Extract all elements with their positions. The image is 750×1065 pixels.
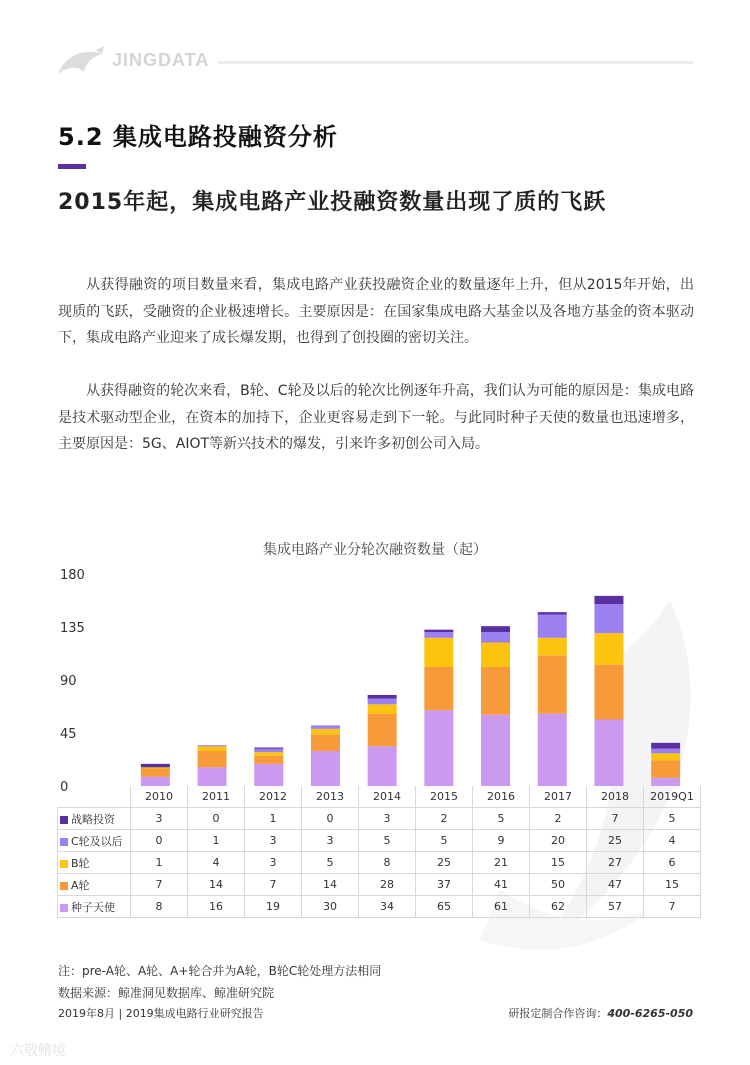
- bar-segment: [651, 760, 680, 778]
- bar-segment: [538, 615, 567, 638]
- bar-segment: [424, 632, 453, 638]
- table-cell: 8: [359, 852, 416, 874]
- bar-segment: [254, 748, 283, 749]
- table-row: [58, 808, 701, 830]
- table-cell: 4: [188, 852, 245, 874]
- table-cell: 65: [416, 896, 473, 918]
- y-tick-label: 180: [60, 568, 85, 583]
- legend-label-cell: [58, 896, 131, 918]
- bar-segment: [368, 714, 397, 747]
- bar-segment: [254, 752, 283, 756]
- table-cell: 47: [587, 874, 644, 896]
- bar-segment: [311, 751, 340, 786]
- section-title: 5.2 集成电路投融资分析: [58, 123, 338, 151]
- table-cell: 8: [131, 896, 188, 918]
- bar-segment: [481, 667, 510, 715]
- chart-note: 注：pre-A轮、A轮、A+轮合并为A轮，B轮C轮处理方法相同: [58, 964, 382, 978]
- bar-segment: [141, 769, 170, 777]
- table-header-cell: 2017: [530, 786, 587, 808]
- bar-segment: [198, 751, 227, 767]
- bar-segment: [594, 720, 623, 787]
- table-header-cell: 2013: [302, 786, 359, 808]
- bar-segment: [368, 746, 397, 786]
- bar-segment: [141, 767, 170, 768]
- table-cell: 57: [587, 896, 644, 918]
- bar-segment: [254, 749, 283, 753]
- table-cell: 7: [245, 874, 302, 896]
- legend-name: B轮: [71, 856, 90, 870]
- table-cell: 0: [302, 808, 359, 830]
- legend-label-cell: [58, 852, 131, 874]
- table-cell: 0: [188, 808, 245, 830]
- table-cell: 5: [302, 852, 359, 874]
- table-cell: 28: [359, 874, 416, 896]
- table-cell: 2: [530, 808, 587, 830]
- table-cell: 7: [131, 874, 188, 896]
- bar-segment: [481, 626, 510, 632]
- table-header-cell: 2011: [188, 786, 245, 808]
- table-header-cell: 2014: [359, 786, 416, 808]
- table-cell: 5: [473, 808, 530, 830]
- bar-segment: [424, 710, 453, 786]
- bar-segment: [538, 612, 567, 614]
- bar-segment: [424, 638, 453, 667]
- table-cell: 9: [473, 830, 530, 852]
- legend-name: 种子天使: [71, 900, 115, 914]
- table-cell: 14: [302, 874, 359, 896]
- table-cell: 5: [416, 830, 473, 852]
- table-cell: 25: [416, 852, 473, 874]
- y-tick-label: 45: [60, 727, 77, 742]
- table-cell: 7: [644, 896, 701, 918]
- table-header-cell: 2016: [473, 786, 530, 808]
- legend-name: 战略投资: [71, 812, 115, 826]
- legend-label-cell: [58, 874, 131, 896]
- table-cell: 25: [587, 830, 644, 852]
- table-cell: 37: [416, 874, 473, 896]
- table-row: [58, 830, 701, 852]
- bar-segment: [198, 745, 227, 746]
- bar-segment: [651, 743, 680, 749]
- bar-segment: [254, 764, 283, 786]
- table-header-cell: 2010: [131, 786, 188, 808]
- table-cell: 41: [473, 874, 530, 896]
- bar-segment: [651, 753, 680, 760]
- legend-swatch: [60, 904, 68, 912]
- legend-swatch: [60, 860, 68, 868]
- table-cell: 1: [188, 830, 245, 852]
- table-cell: 34: [359, 896, 416, 918]
- bar-segment: [141, 764, 170, 768]
- bar-segment: [651, 778, 680, 786]
- table-header-cell: 2018: [587, 786, 644, 808]
- table-cell: 15: [644, 874, 701, 896]
- table-cell: 3: [359, 808, 416, 830]
- legend-swatch: [60, 882, 68, 890]
- bar-segment: [481, 632, 510, 643]
- table-cell: 27: [587, 852, 644, 874]
- bar-segment: [424, 630, 453, 632]
- table-cell: 1: [131, 852, 188, 874]
- bar-segment: [368, 699, 397, 705]
- bar-segment: [198, 767, 227, 786]
- footer-date-title: 2019年8月 | 2019集成电路行业研究报告: [58, 1007, 264, 1020]
- bar-segment: [538, 655, 567, 713]
- table-header-cell: 2015: [416, 786, 473, 808]
- footer-phone: 400-6265-050: [607, 1007, 693, 1020]
- table-cell: 20: [530, 830, 587, 852]
- table-cell: 62: [530, 896, 587, 918]
- y-tick-label: 135: [60, 621, 85, 636]
- bar-segment: [594, 604, 623, 633]
- table-cell: 5: [359, 830, 416, 852]
- table-header-cell: 2012: [245, 786, 302, 808]
- table-cell: 15: [530, 852, 587, 874]
- table-cell: 0: [131, 830, 188, 852]
- table-cell: 2: [416, 808, 473, 830]
- y-tick-label: 90: [60, 674, 77, 689]
- table-cell: 14: [188, 874, 245, 896]
- table-row: [58, 896, 701, 918]
- table-cell: 4: [644, 830, 701, 852]
- chart-title: 集成电路产业分轮次融资数量（起）: [263, 542, 487, 558]
- legend-swatch: [60, 838, 68, 846]
- bar-segment: [311, 725, 340, 729]
- table-cell: 30: [302, 896, 359, 918]
- bar-segment: [481, 643, 510, 668]
- paragraph-2: 从获得融资的轮次来看，B轮、C轮及以后的轮次比例逐年升高，我们认为可能的原因是：集成电路是技术驱动型企业，在资本的加持下，企业更容易走到下一轮。与此同时种子天使的数量也迅速增多，主要原因是：5G、AIOT等新兴技术的爆发，引来许多初创公司入局。: [58, 383, 694, 452]
- table-cell: 3: [302, 830, 359, 852]
- bar-segment: [594, 596, 623, 604]
- bar-segment: [254, 756, 283, 764]
- bar-segment: [141, 777, 170, 786]
- bar-segment: [311, 735, 340, 751]
- footer-contact-label: 研报定制合作咨询：: [508, 1007, 608, 1020]
- table-cell: 3: [245, 852, 302, 874]
- table-header-cell: 2019Q1: [644, 786, 701, 808]
- legend-name: A轮: [71, 878, 90, 892]
- table-cell: 16: [188, 896, 245, 918]
- legend-label-cell: [58, 808, 131, 830]
- page-subtitle: 2015年起，集成电路产业投融资数量出现了质的飞跃: [58, 190, 607, 215]
- bar-segment: [481, 715, 510, 786]
- table-cell: 6: [644, 852, 701, 874]
- table-cell: 19: [245, 896, 302, 918]
- bar-segment: [198, 746, 227, 751]
- footer-contact: [508, 1005, 693, 1021]
- brand-name: JINGDATA: [112, 50, 210, 70]
- bar-segment: [368, 704, 397, 713]
- table-row: [58, 852, 701, 874]
- watermark-text: 六敬鳍境: [10, 1043, 66, 1059]
- table-cell: 3: [245, 830, 302, 852]
- legend-swatch: [60, 816, 68, 824]
- legend-name: C轮及以后: [71, 834, 123, 848]
- bar-segment: [538, 714, 567, 786]
- table-cell: 50: [530, 874, 587, 896]
- bar-segment: [651, 749, 680, 754]
- data-table: [57, 786, 701, 918]
- table-cell: 3: [131, 808, 188, 830]
- bar-segment: [594, 665, 623, 720]
- table-cell: 1: [245, 808, 302, 830]
- paragraph-1: 从获得融资的项目数量来看，集成电路产业获投融资企业的数量逐年上升，但从2015年开始，出现质的飞跃，受融资的企业极速增长。主要原因是：在国家集成电路大基金以及各地方基金的资本驱动下，集成电路产业迎来了成长爆发期，也得到了创投圈的密切关注。: [58, 277, 694, 346]
- bar-segment: [594, 633, 623, 665]
- table-corner: [58, 786, 131, 808]
- bar-segment: [311, 729, 340, 735]
- bar-segment: [368, 695, 397, 699]
- bar-segment: [424, 667, 453, 710]
- y-tick-label: 0: [60, 780, 69, 795]
- table-cell: 61: [473, 896, 530, 918]
- legend-label-cell: [58, 830, 131, 852]
- table-cell: 21: [473, 852, 530, 874]
- table-row: [58, 874, 701, 896]
- table-cell: 7: [587, 808, 644, 830]
- table-header-row: [58, 786, 701, 808]
- bar-segment: [538, 638, 567, 656]
- table-cell: 5: [644, 808, 701, 830]
- data-source: 数据来源：鲸准洞见数据库、鲸准研究院: [58, 986, 275, 1000]
